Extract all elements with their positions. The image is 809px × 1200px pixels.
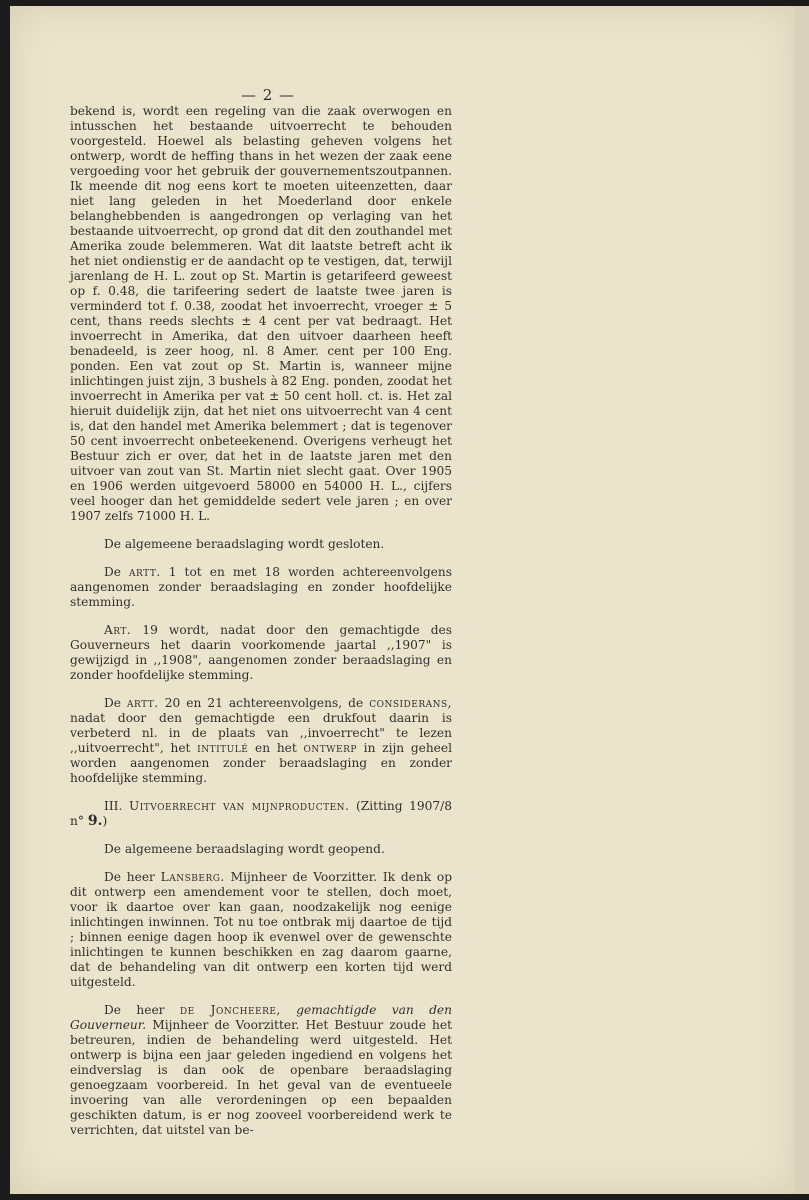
- section-heading: III. Uitvoerrecht van mijnproducten. (Zitting 1907/8 n° 9.): [70, 799, 453, 829]
- paragraph-6: De algemeene beraadslaging wordt geopend.: [104, 842, 385, 856]
- paragraph-3: De artt. 1 tot en met 18 worden achtereenvolgens aangenomen zonder beraadslaging en zonder hoofdelijke stemming.: [70, 565, 452, 609]
- paragraph-8: De heer de Joncheere, gemachtigde van den Gouverneur. Mijnheer de Voorzitter. Het Bestuur zoude het betreuren, indien de behandeling werd uitgesteld. Het ontwerp is bijna een jaar geleden ingediend en volgens het eindverslag is dan ook de openbare beraadslaging genoegzaam voorbereid. In het geval van de eventueele invoering van alle verordeningen op een bepaalden geschikten datum, is er nog zooveel voorbereidend werk te verrichten, dat uitstel van be-: [70, 1003, 452, 1137]
- paragraph-5: De artt. 20 en 21 achtereenvolgens, de considerans, nadat door den gemachtigde een drukfout daarin is verbeterd nl. in de plaats van ,,invoerrecht" te lezen ,,uitvoerrecht", het intitulé en het ontwerp in zijn geheel worden aangenomen zonder beraadslaging en zonder hoofdelijke stemming.: [70, 696, 453, 785]
- page-edge: [795, 6, 809, 1194]
- paragraph-7: De heer Lansberg. Mijnheer de Voorzitter. Ik denk op dit ontwerp een amendement voor te stellen, doch moet, voor ik daartoe over kan gaan, noodzakelijk nog eenige inlichtingen inwinnen. Tot nu toe ontbrak mij daartoe de tijd ; binnen eenige dagen hoop ik evenwel over de gewenschte inlichtingen te kunnen beschikken en zag daarom gaarne, dat de behandeling van dit ontwerp een korten tijd werd uitgesteld.: [70, 870, 453, 989]
- paragraph-2: De algemeene beraadslaging wordt gesloten.: [104, 537, 385, 551]
- paragraph-4: Art. 19 wordt, nadat door den gemachtigde des Gouverneurs het daarin voorkomende jaartal ,,1907" is gewijzigd in ,,1908", aangenomen zonder beraadslaging en zonder hoofdelijke stemming.: [70, 623, 453, 682]
- page-number: — 2 —: [240, 86, 296, 104]
- paragraph-1: bekend is, wordt een regeling van die zaak overwogen en intusschen het bestaande uitvoerrecht te behouden voorgesteld. Hoewel als belasting geheven volgens het ontwerp, wordt de heffing thans in het wezen der zaak eene vergoeding voor het gebruik der gouvernementszoutpannen. Ik meende dit nog eens kort te moeten uiteenzetten, daar niet lang geleden in het Moederland door enkele belanghebbenden is aangedrongen op verlaging van het bestaande uitvoerrecht, op grond dat dit den zouthandel met Amerika zoude belemmeren. Wat dit laatste betreft acht ik het niet ondienstig er de aandacht op te vestigen, dat, terwijl jarenlang de H. L. zout op St. Martin is getarifeerd geweest op f. 0.48, die tarifeering sedert de laatste twee jaren is verminderd tot f. 0.38, zoodat het invoerrecht, vroeger ± 5 cent, thans reeds slechts ± 4 cent per vat bedraagt. Het invoerrecht in Amerika, dat den uitvoer daarheen heeft benadeeld, is zeer hoog, nl. 8 Amer. cent per 100 Eng. ponden. Een vat zout op St. Martin is, wanneer mijne inlichtingen juist zijn, 3 bushels à 82 Eng. ponden, zoodat het invoerrecht in Amerika per vat ± 50 cent holl. ct. is. Het zal hieruit duidelijk zijn, dat het niet ons uitvoerrecht van 4 cent is, dat den handel met Amerika belemmert ; dat is tegenover 50 cent invoerrecht onbeteekenend. Overigens verheugt het Bestuur zich er over, dat het in de laatste jaren met den uitvoer van zout van St. Martin niet slecht gaat. Over 1905 en 1906 werden uitgevoerd 58000 en 54000 H. L., cijfers veel hooger dan het gemiddelde sedert vele jaren ; en over 1907 zelfs 71000 H. L.: [70, 104, 452, 523]
- document-body: [70, 104, 452, 1151]
